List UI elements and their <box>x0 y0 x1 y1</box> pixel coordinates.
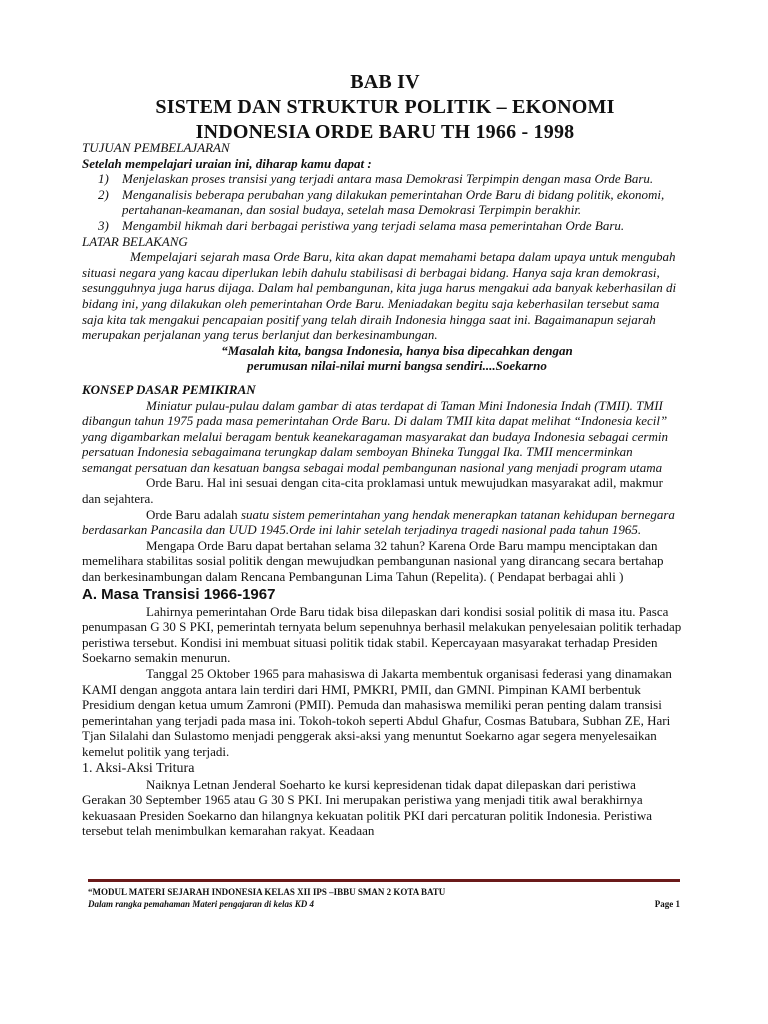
latar-heading: LATAR BELAKANG <box>82 233 188 249</box>
page-footer <box>88 886 680 910</box>
list-item: 3) Mengambil hikmah dari berbagai peristiwa yang terjadi selama masa pemerintahan Orde Baru. <box>98 217 625 233</box>
chapter-number: BAB IV <box>350 71 420 93</box>
section-a-p1: Lahirnya pemerintahan Orde Baru tidak bisa dilepaskan dari kondisi sosial politik di masa itu. Pasca penumpasan G 30 S PKI, pemerintah ternyata belum sepenuhnya berhasil melakukan penyelesaian politik terhadap peristiwa tersebut. Kondisi ini membuat situasi politik tidak stabil. Kepercayaan masyarakat terhadap Presiden Soekarno semakin menurun. <box>82 603 682 666</box>
konsep-p3: Orde Baru adalah suatu sistem pemerintahan yang hendak menerapkan tatanan kehidupan bernegara berdasarkan Pancasila dan UUD 1945.Orde ini lahir setelah terjadinya tragedi nasional pada tahun 1965. <box>82 506 675 538</box>
konsep-heading: KONSEP DASAR PEMIKIRAN <box>82 381 256 397</box>
footer-divider <box>88 879 680 882</box>
list-item: 2) Menganalisis beberapa perubahan yang dilakukan pemerintahan Orde Baru di bidang politik, ekonomi, pertahanan-keamanan, dan sosial budaya, setelah masa Demokrasi Terpimpin berakhir. <box>98 186 665 218</box>
konsep-p2: Orde Baru. Hal ini sesuai dengan cita-cita proklamasi untuk mewujudkan masyarakat adil, makmur dan sejahtera. <box>82 475 663 507</box>
footer-line2: Dalam rangka pemahaman Materi pengajaran di kelas KD 4 <box>88 899 315 909</box>
subsection-1-heading: 1. Aksi-Aksi Tritura <box>82 760 195 776</box>
section-a-p2: Tanggal 25 Oktober 1965 para mahasiswa di Jakarta membentuk organisasi federasi yang dinamakan KAMI dengan anggota antara lain terdiri dari HMI, PMKRI, PMII, dan GMNI. Pimpinan KAMI berbentuk Presidium dengan ketua umum Zamroni (PMII). Pemuda dan mahasiswa memiliki peran penting dalam transisi pemerintahan yang terjadi pada masa ini. Tokoh-tokoh seperti Abdul Ghafur, Cosmas Batubara, Subhan ZE, Hari Tjan Silalahi dan Sulastomo menjadi penggerak aksi-aksi yang menuntut Soekarno agar segera menyelesaikan kemelut politik yang terjadi. <box>82 666 672 759</box>
quote-line1: “Masalah kita, bangsa Indonesia, hanya bisa dipecahkan dengan <box>221 342 573 358</box>
latar-body: Mempelajari sejarah masa Orde Baru, kita akan dapat memahami betapa dalam upaya untuk mengubah situasi negara yang kacau diperlukan lebih dahulu stabilisasi di berbagai bidang. Hanya saja kran demokrasi, sesungguhnya juga harus dijaga. Dalam hal pembangunan, kita juga harus mengakui ada banyak keberhasilan di bidang ini, yang dilakukan oleh pemerintahan Orde Baru. Meniadakan begitu saja keberhasilan tersebut sama saja kita tak mengakui pencapaian positif yang telah diraih Indonesia hingga saat ini. Bagaimanapun sejarah merupakan perjalanan yang terus berlanjut dan berkesinambungan. <box>82 249 677 343</box>
chapter-title-line1: SISTEM DAN STRUKTUR POLITIK – EKONOMI <box>155 96 615 118</box>
chapter-title-line2: INDONESIA ORDE BARU TH 1966 - 1998 <box>195 121 575 143</box>
quote-line2: perumusan nilai-nilai murni bangsa sendiri....Soekarno <box>247 358 547 374</box>
document-body <box>82 140 682 839</box>
section-a-heading: A. Masa Transisi 1966-1967 <box>82 585 276 603</box>
subsection-1-p1: Naiknya Letnan Jenderal Soeharto ke kursi kepresidenan tidak dapat dilepaskan dari peristiwa Gerakan 30 September 1965 atau G 30 S PKI. Ini merupakan peristiwa yang menjadi titik awal berakhirnya kekuasaan Presiden Soekarno dan hilangnya kekuatan politik PKI dari percaturan politik Indonesia. Peristiwa tersebut telah menimbulkan kemarahan rakyat. Keadaan <box>82 776 653 839</box>
tujuan-list <box>82 171 682 233</box>
chapter-header <box>80 70 690 145</box>
tujuan-intro: Setelah mempelajari uraian ini, diharap kamu dapat : <box>82 155 372 171</box>
tujuan-heading: TUJUAN PEMBELAJARAN <box>82 140 230 155</box>
konsep-p1: Miniatur pulau-pulau dalam gambar di atas terdapat di Taman Mini Indonesia Indah (TMII). TMII dibangun tahun 1975 pada masa pemerintahan Orde Baru. Di dalam TMII kita dapat melihat “Indonesia kecil” yang digambarkan melalui beragam bentuk keanekaragaman masyarakat dan budaya Indonesia sebagai cermin persatuan Indonesia sebagaimana terungkap dalam semboyan Bhineka Tunggal Ika. TMII mencerminkan semangat persatuan dan kesatuan bangsa sebagai modal pembangunan nasional yang menjadi program utama <box>82 397 668 475</box>
konsep-p4: Mengapa Orde Baru dapat bertahan selama 32 tahun? Karena Orde Baru mampu menciptakan dan memelihara stabilitas sosial politik dengan mewujudkan pembangunan nasional yang dirancang secara bertahap dan berkesinambungan dalam Rencana Pembangunan Lima Tahun (Repelita). ( Pendapat berbagai ahli ) <box>82 537 664 585</box>
page-number: Page 1 <box>654 899 680 909</box>
list-item: 1) Menjelaskan proses transisi yang terjadi antara masa Demokrasi Terpimpin dengan masa Orde Baru. <box>98 171 654 187</box>
footer-line1: “MODUL MATERI SEJARAH INDONESIA KELAS XII IPS –IBBU SMAN 2 KOTA BATU <box>88 887 446 897</box>
